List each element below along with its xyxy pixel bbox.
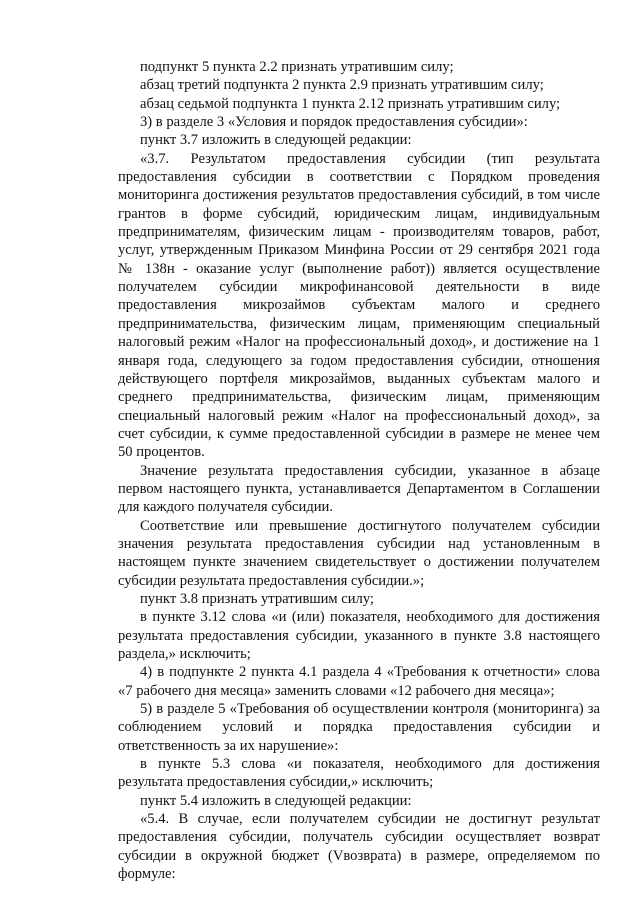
paragraph-14: пункт 5.4 изложить в следующей редакции: <box>140 792 412 809</box>
paragraph-9: пункт 3.8 признать утратившим силу; <box>140 590 374 607</box>
paragraph-10: в пункте 3.12 слова «и (или) показателя, необходимого для достижения результата предоставления субсидии, указанного в пункте 3.8 настоящего раздела,» исключить; <box>118 609 600 662</box>
paragraph-2: абзац третий подпункта 2 пункта 2.9 признать утратившим силу; <box>140 77 544 94</box>
paragraph-3: абзац седьмой подпункта 1 пункта 2.12 признать утратившим силу; <box>140 95 561 112</box>
paragraph-7: Значение результата предоставления субсидии, указанное в абзаце первом настоящего пункта, устанавливается Департаментом в Соглашении для каждого получателя субсидии. <box>118 462 600 516</box>
paragraph-13: в пункте 5.3 слова «и показателя, необходимого для достижения результата предоставления субсидии,» исключить; <box>118 756 600 791</box>
paragraph-8: Соответствие или превышение достигнутого получателем субсидии значения результата предоставления субсидии над установленным в настоящем пункте значением свидетельствует о достижении получателем субсидии результата предоставления субсидии.»; <box>118 517 600 589</box>
paragraph-15: «5.4. В случае, если получателем субсидии не достигнут результат предоставления субсидии, получатель субсидии осуществляет возврат субсидии в окружной бюджет (Vвозврата) в размере, определяемом по формуле: <box>118 811 600 883</box>
paragraph-5: пункт 3.7 изложить в следующей редакции: <box>140 132 412 149</box>
paragraph-12: 5) в разделе 5 «Требования об осуществлении контроля (мониторинга) за соблюдением условий и порядка предоставления субсидии и ответственность за их нарушение»: <box>118 701 600 754</box>
paragraph-4: 3) в разделе 3 «Условия и порядок предоставления субсидии»: <box>140 114 528 131</box>
document-body <box>118 58 600 883</box>
paragraph-11: 4) в подпункте 2 пункта 4.1 раздела 4 «Требования к отчетности» слова «7 рабочего дня месяца» заменить словами «12 рабочего дня месяца»; <box>118 664 600 699</box>
paragraph-1: подпункт 5 пункта 2.2 признать утратившим силу; <box>140 59 454 75</box>
paragraph-6: «3.7. Результатом предоставления субсидии (тип результата предоставления субсидии в соответствии с Порядком проведения мониторинга достижения результатов предоставления субсидий, в том числе грантов в форме субсидий, юридическим лицам, индивидуальным предпринимателям, физическим лицам - производителям товаров, работ, услуг, утвержденным Приказом Минфина России от 29 сентября 2021 года № 138н - оказание услуг (выполнение работ)) является осуществление получателем субсидии микрофинансовой деятельности в виде предоставления микрозаймов субъектам малого и среднего предпринимательства, физическим лицам, применяющим специальный налоговый режим «Налог на профессиональный доход», и достижение на 1 января года, следующего за годом предоставления субсидии, отношения действующего портфеля микрозаймов, выданных субъектам малого и среднего предпринимательства, физическим лицам, применяющим специальный налоговый режим «Налог на профессиональный доход», за счет субсидии, к сумме предоставленной субсидии в размере не менее чем 50 процентов. <box>118 150 600 461</box>
